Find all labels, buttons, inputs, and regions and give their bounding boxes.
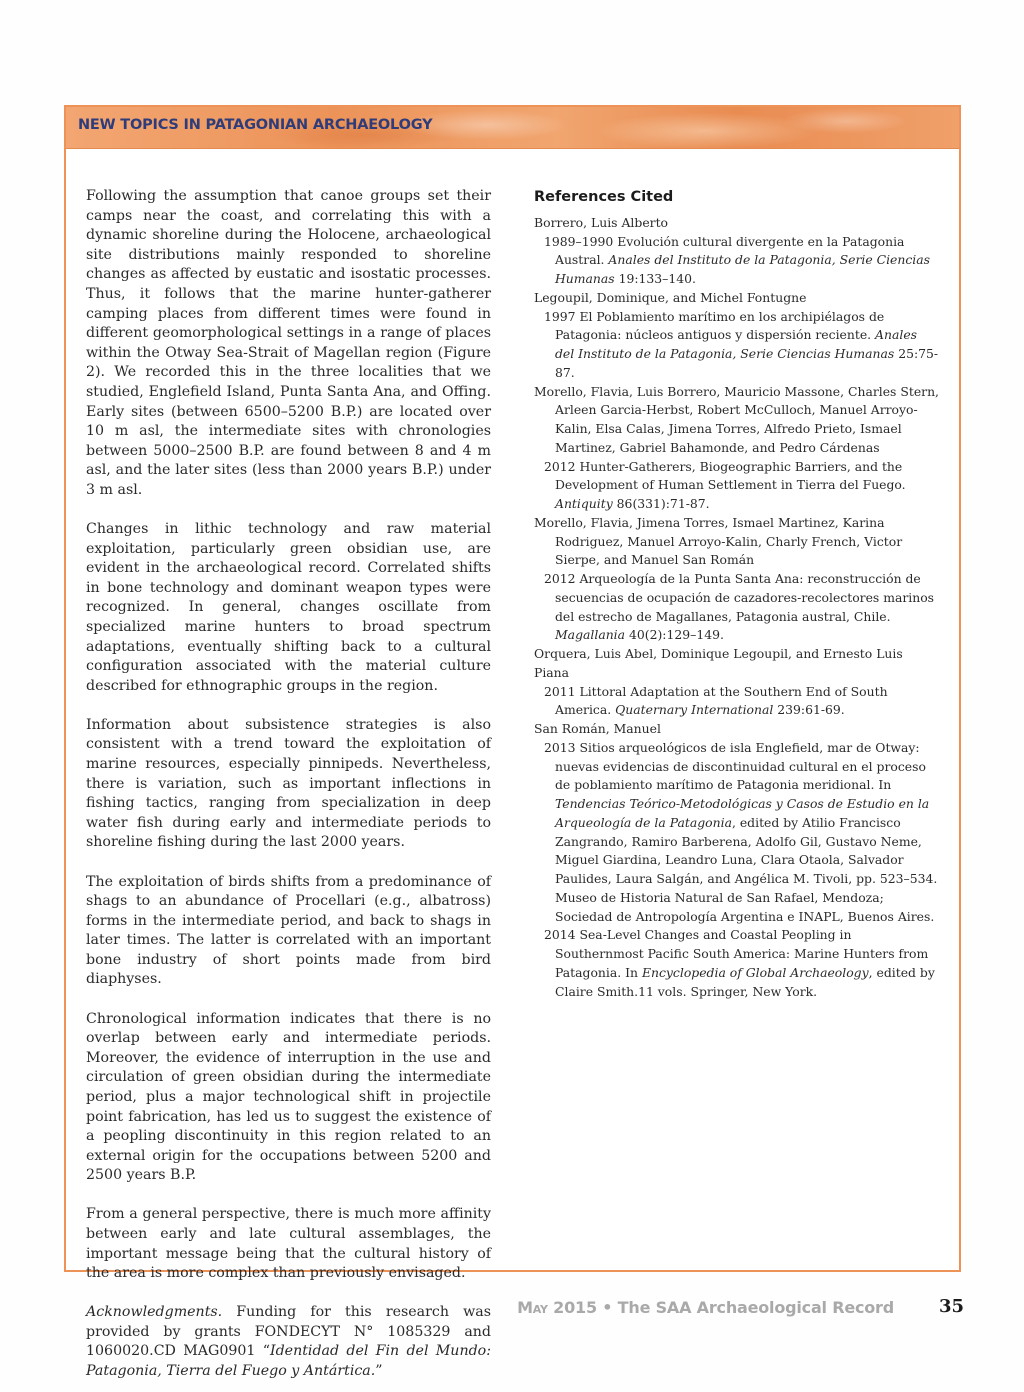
reference-year: 2012 [544, 571, 576, 586]
reference-title: Arqueología de la Punta Santa Ana: reconstrucción de secuencias de ocupación de cazadores-recolectores marinos del estrecho de Magallanes, Patagonia austral, Chile. [555, 571, 935, 624]
reference-title: Littoral Adaptation at the Southern End of South America. [555, 683, 888, 718]
references-heading: References Cited [534, 189, 674, 205]
journal-footer [517, 1298, 894, 1317]
reference-book: Tendencias Teórico-Metodológicas y Casos de Estudio en la Arqueología de la Patagonia [555, 796, 930, 830]
reference-volume: 86(331):71-87. [612, 496, 710, 511]
reference-author: Legoupil, Dominique, and Michel Fontugne [534, 289, 807, 305]
reference-entry [534, 233, 939, 289]
reference-entry [534, 739, 939, 927]
reference-year: 2014 [544, 927, 576, 943]
acknowledgments [86, 1303, 491, 1381]
paragraph-perspective: From a general perspective, there is much more affinity between early and late cultural assemblages, the important message being that the cultural history of the area is more complex than previously envisaged. [86, 1206, 491, 1282]
acknowledgments-text: Funding for this research was provided by grants FONDECYT N° 1085329 and 1060020.CD MAG0901 “ [86, 1304, 491, 1360]
reference-author: Morello, Flavia, Luis Borrero, Mauricio Massone, Charles Stern, Arleen Garcia-Herbst, Robert McCulloch, Manuel Arroyo-Kalin, Elsa Calas, Jimena Torres, Alfredo Prieto, Ismael Martinez, Gabriel Bahamonde, and Pedro Cárdenas [534, 383, 940, 455]
reference-volume: 40(2):129–149. [625, 627, 724, 643]
reference-author: San Román, Manuel [534, 721, 661, 736]
reference-journal: Antiquity [555, 496, 613, 511]
acknowledgments-project: Identidad del Fin del Mundo: Patagonia, Tierra del Fuego y Antártica. [86, 1343, 491, 1380]
reference-entry [534, 926, 939, 1001]
reference-year: 2012 [544, 458, 576, 474]
reference-entry [534, 308, 939, 383]
reference-title: El Poblamiento marítimo en los archipiélagos de Patagonia: núcleos antiguos y dispersión reciente. [555, 308, 885, 343]
footer-journal: 2015 • The SAA Archaeological Record [547, 1298, 894, 1317]
reference-journal: Anales del Instituto de la Patagonia, Serie Ciencias Humanas [555, 252, 931, 286]
reference-journal: Magallania [555, 627, 626, 643]
reference-publisher: , edited by Atilio Francisco Zangrando, Ramiro Barberena, Adolfo Gil, Gustavo Neme, Miguel Giardina, Leandro Luna, Clara Otaola, Salvador Paulides, Laura Salgán, and Angélica M. Tivoli, pp. 523–534. Museo de Historia Natural de San Rafael, Mendoza; Sociedad de Antropología Argentina e INAPL, Buenos Aires. [555, 814, 938, 924]
reference-title: Hunter-Gatherers, Biogeographic Barriers, and the Development of Human Settlement in Tierra del Fuego. [555, 458, 906, 493]
footer-month: May [517, 1298, 548, 1317]
reference-journal: Quaternary International [615, 702, 774, 718]
section-banner [66, 107, 959, 149]
reference-title: Sitios arqueológicos de isla Englefield, mar de Otway: nuevas evidencias de discontinuidad cultural en el proceso de poblamiento marítimo de Patagonia meridional. In [555, 739, 926, 793]
references-column [534, 188, 939, 1001]
paragraph-lithic: Changes in lithic technology and raw material exploitation, particularly green obsidian use, are evident in the archaeological record. Correlated shifts in bone technology and dominant weapon types were recognized. In general, changes oscillate from specialized marine hunters to broad spectrum adaptations, eventually shifting back to a cultural configuration associated with the material culture described for ethnographic groups in the region. [86, 521, 491, 694]
reference-volume: 25:75-87. [555, 346, 939, 380]
reference-journal: Anales del Instituto de la Patagonia, Serie Ciencias Humanas [555, 327, 918, 361]
acknowledgments-label: Acknowledgments. [86, 1304, 223, 1321]
reference-entry [534, 570, 939, 645]
reference-author: Borrero, Luis Alberto [534, 214, 669, 230]
reference-volume: 239:61-69. [773, 702, 845, 718]
reference-publisher: , edited by Claire Smith.11 vols. Springer, New York. [555, 964, 935, 999]
reference-author: Morello, Flavia, Jimena Torres, Ismael Martinez, Karina Rodriguez, Manuel Arroyo-Kalin, Charly French, Victor Sierpe, and Manuel San Román [534, 514, 903, 568]
reference-entry [534, 683, 939, 721]
main-text-column [86, 187, 491, 1392]
reference-year: 1989–1990 [544, 233, 614, 249]
paragraph-shoreline: Following the assumption that canoe groups set their camps near the coast, and correlating this with a dynamic shoreline during the Holocene, archaeological site distributions mainly responded to shoreline changes as affected by eustatic and isostatic processes. Thus, it follows that the marine hunter-gatherer camping places from different times were found in different geomorphological settings in a range of places within the Otway Sea-Strait of Magellan region (Figure 2). We recorded this in the three localities that we studied, Englefield Island, Punta Santa Ana, and Offing. Early sites (between 6500–5200 B.P.) are located over 10 m asl, the intermediate sites with chronologies between 5000–2500 B.P. are found between 8 and 4 m asl, and the later sites (less than 2000 years B.P.) under 3 m asl. [86, 188, 491, 498]
reference-year: 2013 [544, 739, 576, 755]
reference-book: Encyclopedia of Global Archaeology [641, 964, 869, 980]
reference-volume: 19:133–140. [614, 271, 696, 286]
reference-year: 1997 [544, 308, 576, 324]
reference-title: Evolución cultural divergente en la Patagonia Austral. [555, 233, 905, 268]
reference-year: 2011 [544, 683, 576, 699]
paragraph-chronology: Chronological information indicates that there is no overlap between early and intermediate periods. Moreover, the evidence of interruption in the use and circulation of green obsidian during the intermediate period, plus a major technological shift in projectile point fabrication, has led us to suggest the existence of a peopling discontinuity in this region related to an external origin for the occupations between 5200 and 2500 years B.P. [86, 1010, 491, 1184]
paragraph-subsistence: Information about subsistence strategies is also consistent with a trend toward the exploitation of marine resources, especially pinnipeds. Nevertheless, there is variation, such as important inflections in fishing tactics, ranging from specialization in deep water fish during early and intermediate periods to shoreline fishing during the last 2000 years. [86, 716, 491, 851]
section-title: NEW TOPICS IN PATAGONIAN ARCHAEOLOGY [78, 117, 433, 133]
page-number: 35 [939, 1296, 965, 1317]
reference-entry [534, 458, 939, 514]
acknowledgments-end: ” [375, 1363, 383, 1380]
reference-title: Sea-Level Changes and Coastal Peopling in Southernmost Pacific South America: Marine Hunters from Patagonia. In [555, 927, 929, 980]
paragraph-birds: The exploitation of birds shifts from a predominance of shags to an abundance of Procellari (e.g., albatross) forms in the intermediate period, and back to shags in later times. The latter is correlated with an important bone industry of short points made from bird diaphyses. [86, 873, 491, 988]
reference-author: Orquera, Luis Abel, Dominique Legoupil, and Ernesto Luis Piana [534, 646, 903, 680]
